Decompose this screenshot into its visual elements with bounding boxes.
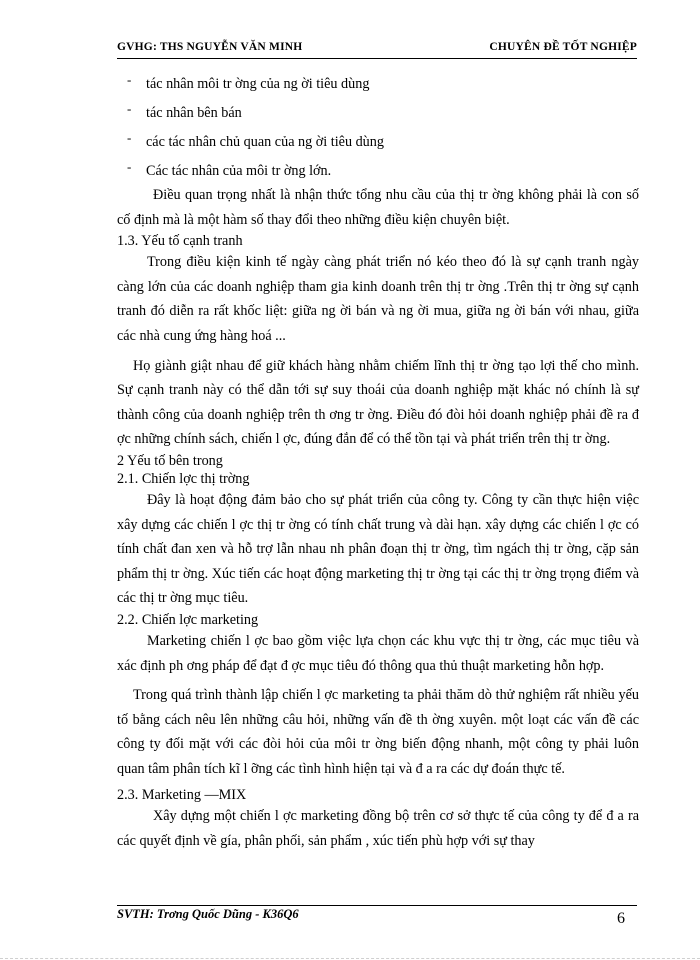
- section-heading-2-2: 2.2. Chiến lợc marketing: [117, 611, 259, 628]
- bullet-marker: -: [127, 72, 132, 87]
- section-heading-2-1: 2.1. Chiến lợc thị trờng: [117, 470, 250, 487]
- list-item: [117, 101, 639, 130]
- bullet-marker: -: [127, 159, 132, 174]
- paragraph: Marketing chiến l ợc bao gồm việc lựa chọn các khu vực thị tr ờng, các mục tiêu và xác định ph ơng pháp để đạt đ ợc mục tiêu đó thông qua thủ thuật marketing hỗn hợp.: [117, 632, 639, 674]
- paragraph: Đây là hoạt động đảm bảo cho sự phát triển của công ty. Công ty cần thực hiện việc xây dựng các chiến l ợc thị tr ờng có tính chất trung và dài hạn. xây dựng các chiến l ợc có tính chất đan xen và hỗ trợ lẫn nhau nh phân đoạn thị tr ờng, tìm ngách thị tr ờng, cặp sản phẩm thị tr ờng. Xúc tiến các hoạt động marketing thị tr ờng tại các thị tr ờng trọng điểm và các thị tr ờng mục tiêu.: [117, 491, 639, 607]
- list-item: [117, 72, 639, 101]
- page-header: [117, 38, 637, 59]
- page-number: 6: [617, 910, 625, 927]
- list-item: [117, 130, 639, 159]
- section-heading-2-3: 2.3. Marketing —MIX: [117, 787, 247, 804]
- paragraph: Trong điều kiện kinh tế ngày càng phát triển nó kéo theo đó là sự cạnh tranh ngày càng lớn của các doanh nghiệp tham gia kinh doanh trên thị tr ờng .Trên thị tr ờng sự cạnh tranh đó diễn ra rất khốc liệt: giữa ng ời bán và ng ời mua, giữa ng ời bán với nhau, giữa các nhà cung ứng hàng hoá ...: [117, 254, 639, 344]
- header-supervisor: GVHG: THS NGUYỄN VĂN MINH: [117, 41, 303, 53]
- footer-student-name: SVTH: Trơng Quốc Dũng - K36Q6: [117, 907, 299, 921]
- paragraph: Họ giành giật nhau để giữ khách hàng nhằm chiếm lĩnh thị tr ờng tạo lợi thế cho mình. Sự cạnh tranh này có thể dẫn tới sự suy thoái của doanh nghiệp mặt khác nó chính là sự thành công của doanh nghiệp trên th ơng tr ờng. Điều đó đòi hỏi doanh nghiệp phải đề ra đ ợc những chính sách, chiến l ợc, đúng đắn để có thể tồn tại và phát triển trên thị tr ờng.: [117, 357, 639, 448]
- page-bottom-divider: [0, 958, 700, 959]
- list-item-text: tác nhân môi tr ờng của ng ời tiêu dùng: [146, 76, 370, 92]
- bullet-marker: -: [127, 130, 132, 145]
- bullet-marker: -: [127, 101, 132, 116]
- section-heading-2: 2 Yếu tố bên trong: [117, 452, 223, 469]
- page-footer: [117, 905, 637, 930]
- header-document-type: CHUYÊN ĐỀ TỐT NGHIỆP: [489, 41, 637, 53]
- list-item-text: Các tác nhân của môi tr ờng lớn.: [146, 163, 332, 179]
- section-heading-1-3: 1.3. Yếu tố cạnh tranh: [117, 233, 243, 250]
- list-item-text: các tác nhân chủ quan của ng ời tiêu dùng: [146, 134, 384, 150]
- list-item-text: tác nhân bên bán: [146, 105, 242, 121]
- page-body: [117, 72, 639, 854]
- list-item: [117, 159, 639, 183]
- paragraph: Điều quan trọng nhất là nhận thức tổng nhu cầu của thị tr ờng không phải là con số cố định mà là một hàm số thay đổi theo những điều kiện chuyên biệt.: [117, 187, 639, 228]
- paragraph: Xây dựng một chiến l ợc marketing đồng bộ trên cơ sở thực tế của công ty để đ a ra các quyết định về gía, phân phối, sản phẩm , xúc tiến phù hợp với sự thay: [117, 808, 639, 850]
- paragraph: Trong quá trình thành lập chiến l ợc marketing ta phải thăm dò thử nghiệm rất nhiều yếu tố bằng cách nêu lên những câu hỏi, những vấn đề th ờng xuyên. một loạt các vấn đề các công ty đối mặt với các đòi hỏi của môi tr ờng biến động nhanh, một công ty phải luôn quan tâm phân tích kĩ l ỡng các tình hình hiện tại và đ a ra các dự đoán thực tế.: [117, 687, 639, 777]
